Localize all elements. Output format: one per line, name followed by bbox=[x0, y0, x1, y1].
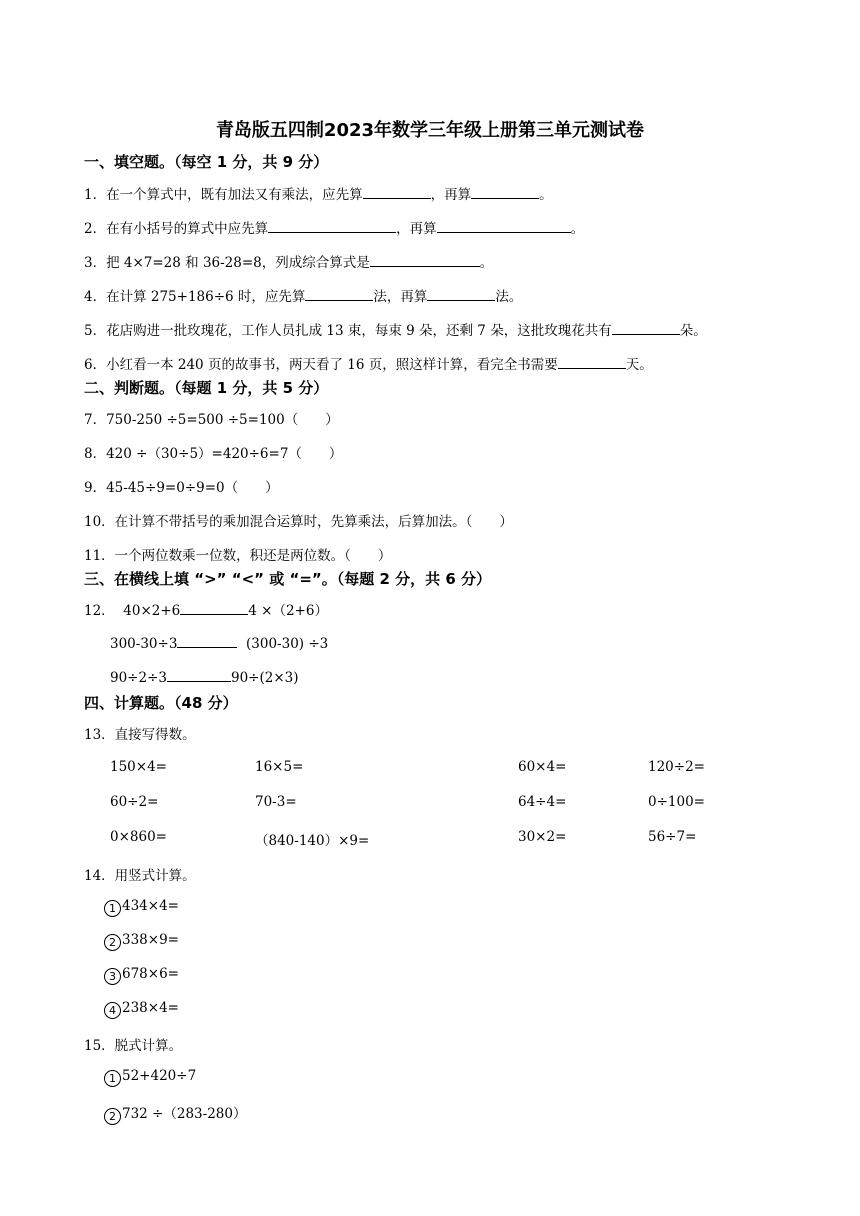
q4-blank-1[interactable] bbox=[305, 286, 373, 301]
q12-r2-blank[interactable] bbox=[177, 633, 237, 648]
q14-item-1 bbox=[104, 898, 179, 917]
question-13-label: 13．直接写得数。 bbox=[84, 727, 196, 743]
q12-r3-right: 90÷(2×3) bbox=[230, 670, 299, 686]
question-11: 11．一个两位数乘一位数，积还是两位数。（ ） bbox=[84, 548, 392, 564]
q4-text-b: 法，再算 bbox=[373, 289, 428, 305]
q1-text-b: ，再算 bbox=[430, 187, 472, 203]
q12-r3-left: 90÷2÷3 bbox=[110, 670, 167, 686]
q3-text-b: 。 bbox=[479, 255, 494, 271]
q13-r2-c4: 0÷100= bbox=[648, 794, 705, 810]
q13-r3-c4: 56÷7= bbox=[648, 829, 697, 845]
circled-number-4: 4 bbox=[104, 1002, 121, 1019]
page-title: 青岛版五四制2023年数学三年级上册第三单元测试卷 bbox=[215, 120, 645, 141]
q5-text-a: 5．花店购进一批玫瑰花，工作人员扎成 13 束，每束 9 朵，还剩 7 朵，这批玫瑰花共有 bbox=[84, 323, 612, 339]
circled-number-1: 1 bbox=[104, 1070, 121, 1087]
q13-r2-c2: 70-3= bbox=[255, 794, 297, 810]
q13-r3-c3: 30×2= bbox=[518, 829, 567, 845]
q14-item-3 bbox=[104, 966, 179, 985]
q3-text-a: 3．把 4×7=28 和 36-28=8，列成综合算式是 bbox=[84, 255, 370, 271]
q14-item-4-expr: 238×4= bbox=[122, 1000, 179, 1016]
q5-blank[interactable] bbox=[612, 320, 680, 335]
q1-text-c: 。 bbox=[539, 187, 553, 203]
question-7: 7．750-250 ÷5=500 ÷5=100（ ） bbox=[84, 412, 339, 428]
q12-r2-right: (300-30) ÷3 bbox=[246, 636, 329, 652]
q15-item-1 bbox=[104, 1068, 196, 1087]
q6-text-b: 天。 bbox=[625, 357, 653, 373]
q12-r1-blank[interactable] bbox=[180, 600, 248, 615]
question-14-label: 14．用竖式计算。 bbox=[84, 868, 196, 884]
question-12-row-2 bbox=[110, 633, 328, 652]
q3-blank[interactable] bbox=[370, 252, 480, 267]
q6-blank[interactable] bbox=[558, 354, 626, 369]
q13-r2-c1: 60÷2= bbox=[110, 794, 159, 810]
circled-number-3: 3 bbox=[104, 968, 121, 985]
q4-text-a: 4．在计算 275+186÷6 时，应先算 bbox=[84, 289, 306, 305]
section-heading-calculation: 四、计算题。（48 分） bbox=[84, 694, 238, 712]
question-5 bbox=[84, 319, 707, 339]
q2-blank-2[interactable] bbox=[437, 218, 571, 233]
q1-blank-2[interactable] bbox=[471, 184, 539, 199]
q15-item-2 bbox=[104, 1102, 246, 1125]
section-heading-fill-blank: 一、填空题。（每空 1 分，共 9 分） bbox=[84, 153, 329, 171]
q4-text-c: 法。 bbox=[495, 289, 523, 305]
q6-text-a: 6．小红看一本 240 页的故事书，两天看了 16 页，照这样计算，看完全书需要 bbox=[84, 357, 558, 373]
q2-text-c: 。 bbox=[570, 221, 585, 237]
q15-item-2-expr: 732 ÷（283-280） bbox=[122, 1106, 247, 1122]
section-heading-compare: 三、在横线上填 “>” “<” 或 “=”。（每题 2 分，共 6 分） bbox=[84, 570, 492, 588]
q4-blank-2[interactable] bbox=[427, 286, 495, 301]
q13-r1-c2: 16×5= bbox=[255, 759, 304, 775]
question-3 bbox=[84, 251, 493, 271]
q5-text-b: 朵。 bbox=[679, 323, 707, 339]
q12-r1-right: 4 ×（2+6） bbox=[248, 603, 328, 619]
question-1 bbox=[84, 183, 553, 203]
q14-item-1-expr: 434×4= bbox=[122, 898, 179, 914]
question-12-row-1 bbox=[84, 599, 328, 619]
q2-text-b: ，再算 bbox=[396, 221, 437, 237]
q12-r1-left: 40×2+6 bbox=[123, 603, 181, 619]
question-9: 9．45-45÷9=0÷9=0（ ） bbox=[84, 480, 279, 496]
question-8: 8．420 ÷（30÷5）=420÷6=7（ ） bbox=[84, 446, 343, 462]
circled-number-1: 1 bbox=[104, 900, 121, 917]
question-10: 10．在计算不带括号的乘加混合运算时，先算乘法，后算加法。（ ） bbox=[84, 514, 513, 530]
question-12-row-3 bbox=[110, 667, 299, 686]
q13-r3-c1: 0×860= bbox=[110, 829, 167, 845]
q13-r1-c3: 60×4= bbox=[518, 759, 567, 775]
q12-r3-blank[interactable] bbox=[167, 667, 231, 682]
q13-r1-c4: 120÷2= bbox=[648, 759, 705, 775]
q12-r2-left: 300-30÷3 bbox=[110, 636, 178, 652]
question-4 bbox=[84, 285, 522, 305]
question-6 bbox=[84, 353, 653, 373]
q15-item-1-expr: 52+420÷7 bbox=[122, 1068, 197, 1084]
q1-text-a: 1．在一个算式中，既有加法又有乘法，应先算 bbox=[84, 187, 363, 203]
q14-item-2-expr: 338×9= bbox=[122, 932, 179, 948]
question-2 bbox=[84, 217, 584, 237]
q2-text-a: 2．在有小括号的算式中应先算 bbox=[84, 221, 269, 237]
q13-r2-c3: 64÷4= bbox=[518, 794, 567, 810]
q2-blank-1[interactable] bbox=[268, 218, 396, 233]
q14-item-2 bbox=[104, 932, 179, 951]
q14-item-4 bbox=[104, 1000, 179, 1019]
q12-number: 12． bbox=[84, 603, 115, 619]
question-15-label: 15．脱式计算。 bbox=[84, 1038, 183, 1054]
q13-r3-c2: （840-140）×9= bbox=[255, 833, 370, 849]
circled-number-2: 2 bbox=[104, 1108, 121, 1125]
circled-number-2: 2 bbox=[104, 934, 121, 951]
q14-item-3-expr: 678×6= bbox=[122, 966, 179, 982]
q1-blank-1[interactable] bbox=[363, 184, 431, 199]
section-heading-true-false: 二、判断题。（每题 1 分，共 5 分） bbox=[84, 379, 329, 397]
q13-r1-c1: 150×4= bbox=[110, 759, 167, 775]
